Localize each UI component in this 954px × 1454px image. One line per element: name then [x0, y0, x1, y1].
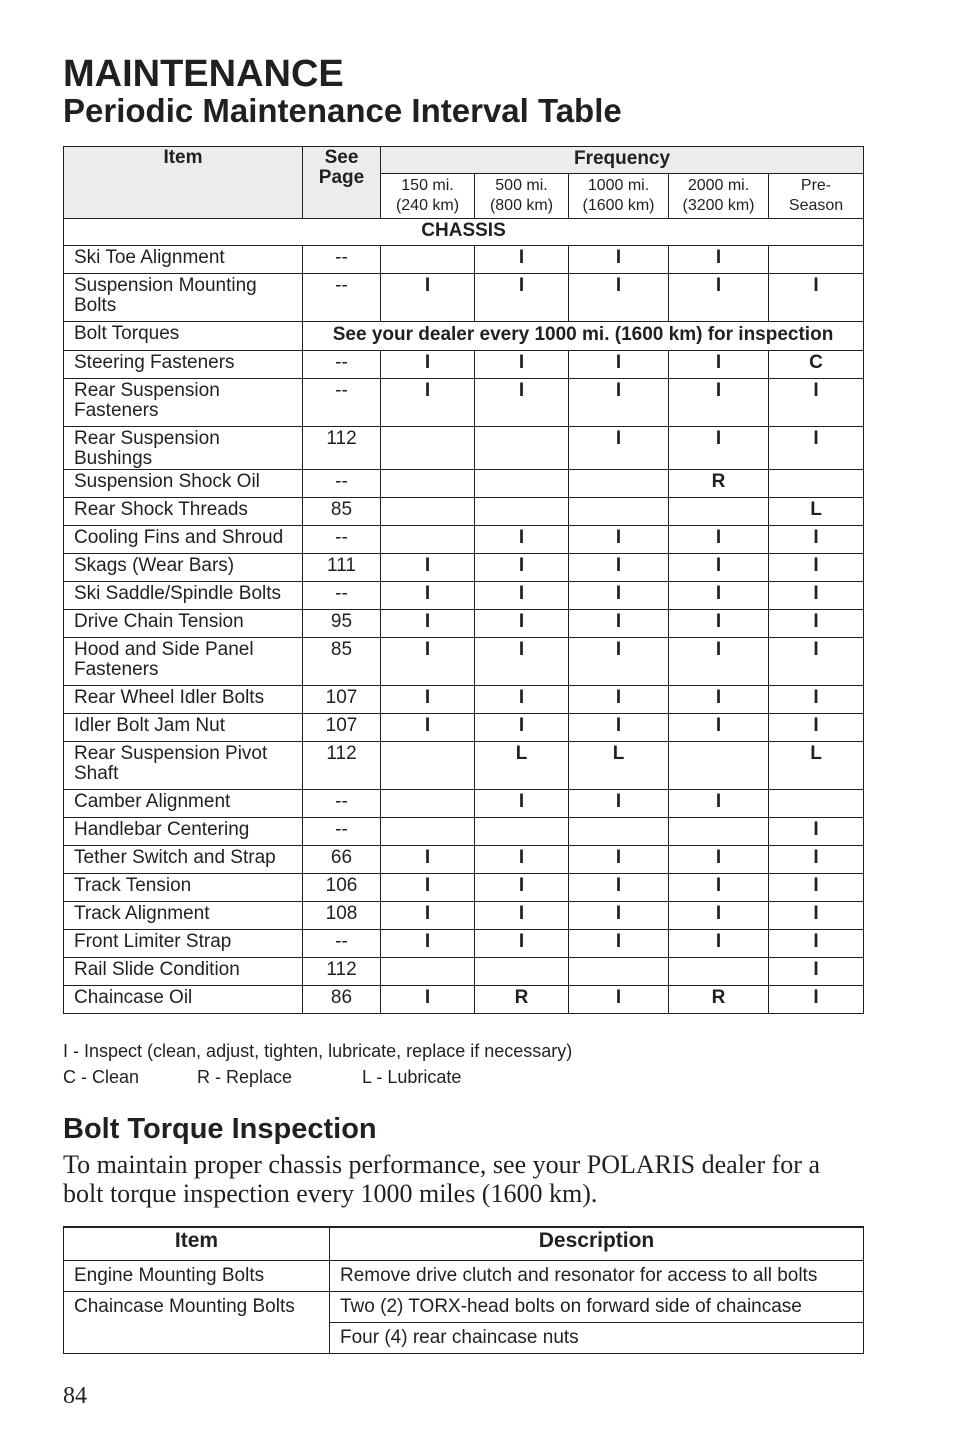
interval-mark-cell: I: [475, 638, 569, 686]
legend-clean: C - Clean: [63, 1067, 140, 1087]
column-header-description: Description: [330, 1227, 864, 1261]
interval-mark-cell: I: [475, 610, 569, 638]
see-page-cell: 85: [303, 638, 381, 686]
table-row: [64, 742, 864, 790]
interval-header: [569, 174, 669, 219]
item-name-cell: Cooling Fins and Shroud: [64, 526, 303, 554]
interval-mark-cell: [381, 470, 475, 498]
table-row: [64, 498, 864, 526]
interval-mark-cell: I: [669, 874, 769, 902]
see-page-cell: --: [303, 379, 381, 427]
legend-line: [63, 1066, 461, 1088]
item-name-cell: Rear Suspension Pivot Shaft: [64, 742, 303, 790]
page-number: 84: [63, 1383, 87, 1409]
interval-mark-cell: [381, 498, 475, 526]
interval-mark-cell: I: [769, 274, 864, 322]
interval-mark-cell: [569, 498, 669, 526]
table-row: [64, 846, 864, 874]
interval-mark-cell: I: [381, 638, 475, 686]
interval-mark-cell: I: [381, 274, 475, 322]
table-row: [64, 322, 864, 351]
item-name-cell: Rear Suspension Fasteners: [64, 379, 303, 427]
see-page-cell: 106: [303, 874, 381, 902]
table-row: [64, 874, 864, 902]
item-name-cell: Chaincase Oil: [64, 986, 303, 1014]
interval-mark-cell: I: [569, 526, 669, 554]
see-page-cell: --: [303, 582, 381, 610]
interval-label-line2: (1600 km): [582, 197, 655, 214]
interval-mark-cell: I: [669, 554, 769, 582]
see-page-cell: 112: [303, 958, 381, 986]
interval-mark-cell: I: [475, 554, 569, 582]
interval-label-line1: Pre-: [800, 177, 832, 194]
item-name-cell: Ski Saddle/Spindle Bolts: [64, 582, 303, 610]
item-name-cell: Camber Alignment: [64, 790, 303, 818]
item-name-cell: Tether Switch and Strap: [64, 846, 303, 874]
item-name-cell: Front Limiter Strap: [64, 930, 303, 958]
interval-mark-cell: I: [769, 818, 864, 846]
interval-mark-cell: I: [569, 686, 669, 714]
interval-mark-cell: I: [475, 274, 569, 322]
interval-label-line1: 2000 mi.: [687, 177, 750, 194]
interval-mark-cell: I: [769, 379, 864, 427]
interval-mark-cell: I: [381, 686, 475, 714]
interval-mark-cell: I: [669, 686, 769, 714]
interval-mark-cell: [569, 958, 669, 986]
interval-mark-cell: I: [769, 986, 864, 1014]
page-title: MAINTENANCE: [63, 53, 344, 95]
interval-mark-cell: [475, 498, 569, 526]
interval-mark-cell: I: [569, 714, 669, 742]
interval-mark-cell: R: [475, 986, 569, 1014]
interval-mark-cell: I: [475, 246, 569, 274]
section-label-chassis: CHASSIS: [64, 219, 864, 246]
interval-mark-cell: I: [669, 582, 769, 610]
interval-mark-cell: I: [669, 714, 769, 742]
interval-mark-cell: I: [669, 638, 769, 686]
table-row: [64, 930, 864, 958]
interval-mark-cell: I: [475, 930, 569, 958]
interval-header: [769, 174, 864, 219]
item-name-cell: Ski Toe Alignment: [64, 246, 303, 274]
interval-mark-cell: I: [769, 554, 864, 582]
item-name-cell: Drive Chain Tension: [64, 610, 303, 638]
see-page-cell: 85: [303, 498, 381, 526]
interval-mark-cell: I: [475, 379, 569, 427]
table-row: [64, 554, 864, 582]
interval-mark-cell: I: [669, 930, 769, 958]
interval-mark-cell: [669, 818, 769, 846]
interval-label-line2: (800 km): [489, 197, 554, 214]
bolt-description-cell: Two (2) TORX-head bolts on forward side of chaincase: [330, 1292, 864, 1323]
interval-mark-cell: I: [475, 351, 569, 379]
see-page-cell: 111: [303, 554, 381, 582]
interval-header: [475, 174, 569, 219]
interval-mark-cell: I: [475, 582, 569, 610]
see-page-cell: --: [303, 526, 381, 554]
see-page-cell: 66: [303, 846, 381, 874]
interval-mark-cell: I: [381, 582, 475, 610]
interval-mark-cell: I: [669, 351, 769, 379]
table-row: [64, 246, 864, 274]
bolt-description-cell: Remove drive clutch and resonator for access to all bolts: [330, 1261, 864, 1292]
interval-mark-cell: I: [569, 874, 669, 902]
interval-mark-cell: [475, 470, 569, 498]
interval-mark-cell: I: [381, 351, 475, 379]
item-name-cell: Hood and Side Panel Fasteners: [64, 638, 303, 686]
item-name-cell: Skags (Wear Bars): [64, 554, 303, 582]
dealer-note-cell: See your dealer every 1000 mi. (1600 km) for inspection: [303, 322, 864, 351]
interval-mark-cell: I: [769, 686, 864, 714]
see-page-cell: 86: [303, 986, 381, 1014]
interval-mark-cell: I: [475, 902, 569, 930]
see-page-cell: 95: [303, 610, 381, 638]
table-row: [64, 714, 864, 742]
item-name-cell: Suspension Shock Oil: [64, 470, 303, 498]
interval-mark-cell: [769, 246, 864, 274]
table-row: [64, 470, 864, 498]
interval-mark-cell: I: [769, 714, 864, 742]
see-page-cell: --: [303, 470, 381, 498]
interval-mark-cell: I: [669, 379, 769, 427]
interval-mark-cell: [475, 818, 569, 846]
interval-mark-cell: I: [475, 526, 569, 554]
column-header-item: Item: [64, 147, 303, 219]
bolt-torque-paragraph: To maintain proper chassis performance, see your POLARIS dealer for a bolt torque inspection every 1000 miles (1600 km).: [63, 1150, 820, 1208]
interval-mark-cell: R: [669, 986, 769, 1014]
bolt-torque-heading: Bolt Torque Inspection: [63, 1113, 377, 1145]
see-page-cell: --: [303, 351, 381, 379]
table-row: [64, 351, 864, 379]
legend-replace: R - Replace: [197, 1067, 293, 1087]
interval-mark-cell: I: [769, 427, 864, 470]
column-header-see-page: See Page: [303, 147, 381, 219]
interval-mark-cell: I: [569, 610, 669, 638]
legend-inspect: I - Inspect (clean, adjust, tighten, lubricate, replace if necessary): [63, 1041, 573, 1061]
bolt-torque-table: [63, 1226, 864, 1354]
see-page-cell: 107: [303, 714, 381, 742]
table-row: [64, 379, 864, 427]
interval-mark-cell: I: [381, 846, 475, 874]
see-page-cell: --: [303, 246, 381, 274]
interval-mark-cell: I: [769, 526, 864, 554]
interval-mark-cell: I: [569, 790, 669, 818]
interval-header: [381, 174, 475, 219]
see-page-cell: 107: [303, 686, 381, 714]
table-row: [64, 582, 864, 610]
interval-mark-cell: [769, 790, 864, 818]
table-row: [64, 1261, 864, 1292]
interval-mark-cell: I: [769, 582, 864, 610]
interval-mark-cell: [381, 246, 475, 274]
interval-mark-cell: L: [475, 742, 569, 790]
interval-mark-cell: R: [669, 470, 769, 498]
interval-mark-cell: [569, 818, 669, 846]
interval-label-line1: 1000 mi.: [587, 177, 650, 194]
interval-mark-cell: I: [569, 351, 669, 379]
table-row: [64, 1292, 864, 1323]
see-page-cell: --: [303, 274, 381, 322]
interval-label-line2: (240 km): [395, 197, 460, 214]
interval-mark-cell: [381, 958, 475, 986]
interval-mark-cell: I: [381, 902, 475, 930]
interval-mark-cell: I: [569, 638, 669, 686]
interval-mark-cell: L: [769, 742, 864, 790]
interval-mark-cell: I: [769, 902, 864, 930]
interval-mark-cell: I: [569, 930, 669, 958]
interval-mark-cell: [381, 790, 475, 818]
bolt-item-cell: Engine Mounting Bolts: [64, 1261, 330, 1292]
interval-mark-cell: I: [569, 582, 669, 610]
see-page-cell: 108: [303, 902, 381, 930]
interval-mark-cell: [569, 470, 669, 498]
interval-mark-cell: I: [475, 790, 569, 818]
item-name-cell: Rear Suspension Bushings: [64, 427, 303, 470]
interval-mark-cell: I: [669, 846, 769, 874]
interval-mark-cell: I: [669, 427, 769, 470]
interval-mark-cell: I: [381, 986, 475, 1014]
interval-mark-cell: I: [569, 379, 669, 427]
interval-mark-cell: I: [669, 274, 769, 322]
interval-mark-cell: [669, 498, 769, 526]
interval-mark-cell: I: [569, 554, 669, 582]
interval-mark-cell: I: [769, 638, 864, 686]
interval-mark-cell: [769, 470, 864, 498]
interval-mark-cell: I: [769, 930, 864, 958]
maintenance-interval-table: [63, 146, 864, 1014]
bolt-description-cell: Four (4) rear chaincase nuts: [330, 1323, 864, 1354]
item-name-cell: Rear Wheel Idler Bolts: [64, 686, 303, 714]
interval-mark-cell: I: [669, 246, 769, 274]
interval-mark-cell: [381, 742, 475, 790]
interval-mark-cell: I: [475, 714, 569, 742]
column-header-frequency: Frequency: [381, 147, 864, 174]
interval-mark-cell: I: [669, 790, 769, 818]
interval-mark-cell: I: [769, 610, 864, 638]
item-name-cell: Rear Shock Threads: [64, 498, 303, 526]
interval-mark-cell: I: [769, 958, 864, 986]
table-row: [64, 526, 864, 554]
table-row: [64, 902, 864, 930]
table-row: [64, 610, 864, 638]
interval-mark-cell: I: [569, 846, 669, 874]
see-page-cell: --: [303, 930, 381, 958]
interval-label-line1: 150 mi.: [401, 177, 454, 194]
interval-mark-cell: L: [569, 742, 669, 790]
interval-mark-cell: I: [381, 379, 475, 427]
interval-mark-cell: [381, 818, 475, 846]
interval-mark-cell: I: [569, 902, 669, 930]
interval-mark-cell: C: [769, 351, 864, 379]
interval-mark-cell: [669, 958, 769, 986]
item-name-cell: Track Alignment: [64, 902, 303, 930]
table-row: [64, 638, 864, 686]
interval-mark-cell: [669, 742, 769, 790]
bolt-item-cell: Chaincase Mounting Bolts: [64, 1292, 330, 1354]
item-name-cell: Track Tension: [64, 874, 303, 902]
item-name-cell: Rail Slide Condition: [64, 958, 303, 986]
item-name-cell: Idler Bolt Jam Nut: [64, 714, 303, 742]
interval-mark-cell: I: [381, 714, 475, 742]
interval-mark-cell: I: [475, 846, 569, 874]
interval-label-line2: (3200 km): [682, 197, 755, 214]
interval-mark-cell: I: [381, 554, 475, 582]
interval-mark-cell: L: [769, 498, 864, 526]
see-page-cell: --: [303, 790, 381, 818]
table-row: [64, 274, 864, 322]
interval-label-line1: 500 mi.: [495, 177, 548, 194]
interval-mark-cell: I: [475, 874, 569, 902]
table-row: [64, 686, 864, 714]
interval-mark-cell: I: [381, 874, 475, 902]
interval-header: [669, 174, 769, 219]
interval-mark-cell: [381, 526, 475, 554]
interval-mark-cell: I: [381, 610, 475, 638]
item-name-cell: Handlebar Centering: [64, 818, 303, 846]
interval-mark-cell: [475, 958, 569, 986]
interval-mark-cell: I: [475, 686, 569, 714]
column-header-item: Item: [64, 1227, 330, 1261]
interval-mark-cell: I: [381, 930, 475, 958]
table-row: [64, 427, 864, 470]
interval-mark-cell: I: [669, 610, 769, 638]
interval-mark-cell: I: [769, 874, 864, 902]
item-name-cell: Bolt Torques: [64, 322, 303, 351]
item-name-cell: Suspension Mounting Bolts: [64, 274, 303, 322]
interval-mark-cell: I: [569, 986, 669, 1014]
interval-mark-cell: I: [669, 902, 769, 930]
interval-mark-cell: I: [769, 846, 864, 874]
interval-mark-cell: I: [569, 246, 669, 274]
see-page-cell: --: [303, 818, 381, 846]
interval-mark-cell: [475, 427, 569, 470]
table-row: [64, 790, 864, 818]
legend-lubricate: L - Lubricate: [362, 1067, 462, 1087]
see-page-cell: 112: [303, 742, 381, 790]
see-page-cell: 112: [303, 427, 381, 470]
interval-mark-cell: I: [569, 427, 669, 470]
table-row: [64, 818, 864, 846]
interval-mark-cell: I: [569, 274, 669, 322]
interval-mark-cell: [381, 427, 475, 470]
table-row: [64, 958, 864, 986]
item-name-cell: Steering Fasteners: [64, 351, 303, 379]
table-row: [64, 986, 864, 1014]
section-title: Periodic Maintenance Interval Table: [63, 92, 622, 129]
interval-label-line2: Season: [788, 197, 844, 214]
interval-mark-cell: I: [669, 526, 769, 554]
